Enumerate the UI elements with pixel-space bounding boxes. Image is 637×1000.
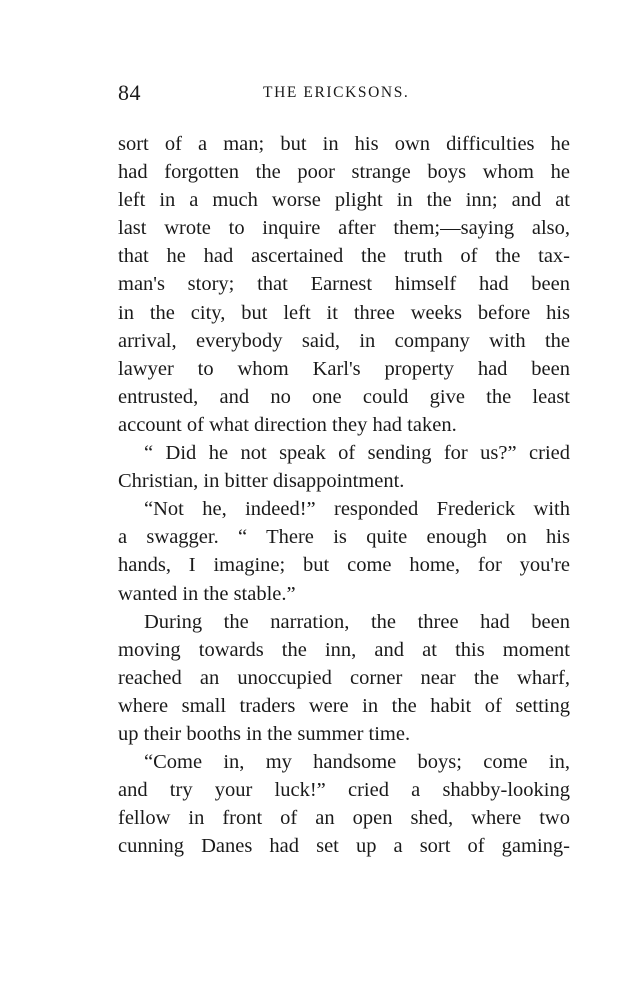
page-header: [118, 80, 573, 110]
text-line: reached an unoccupied corner near the wharf,: [118, 666, 570, 689]
body-text: [118, 130, 570, 860]
text-line: entrusted, and no one could give the least: [118, 385, 570, 408]
text-line: where small traders were in the habit of setting: [118, 694, 570, 717]
text-line: wanted in the stable.”: [118, 582, 296, 605]
text-line: hands, I imagine; but come home, for you're: [118, 554, 570, 577]
text-line: moving towards the inn, and at this moment: [118, 638, 570, 661]
text-line: “ Did he not speak of sending for us?” cried: [144, 442, 570, 465]
text-line: in the city, but left it three weeks before his: [118, 301, 570, 324]
text-line: man's story; that Earnest himself had been: [118, 273, 570, 296]
text-line: fellow in front of an open shed, where two: [118, 807, 570, 830]
running-title: THE ERICKSONS.: [263, 84, 410, 101]
text-line: “Not he, indeed!” responded Frederick with: [144, 498, 570, 521]
text-line: had forgotten the poor strange boys whom he: [118, 161, 570, 184]
text-line: During the narration, the three had been: [144, 610, 570, 633]
text-line: up their booths in the summer time.: [118, 722, 411, 745]
text-line: cunning Danes had set up a sort of gaming-: [118, 835, 570, 858]
page-number: 84: [118, 80, 141, 105]
text-line: last wrote to inquire after them;—saying also,: [118, 217, 570, 240]
text-line: lawyer to whom Karl's property had been: [118, 357, 570, 380]
text-line: a swagger. “ There is quite enough on his: [118, 526, 570, 549]
text-line: arrival, everybody said, in company with the: [118, 329, 570, 352]
text-line: and try your luck!” cried a shabby-looking: [118, 779, 570, 802]
text-line: left in a much worse plight in the inn; and at: [118, 189, 570, 212]
text-line: Christian, in bitter disappointment.: [118, 470, 405, 493]
text-line: sort of a man; but in his own difficulties he: [118, 133, 570, 155]
text-line: that he had ascertained the truth of the tax-: [118, 245, 570, 268]
text-line: account of what direction they had taken.: [118, 413, 457, 436]
text-line: “Come in, my handsome boys; come in,: [144, 751, 570, 774]
